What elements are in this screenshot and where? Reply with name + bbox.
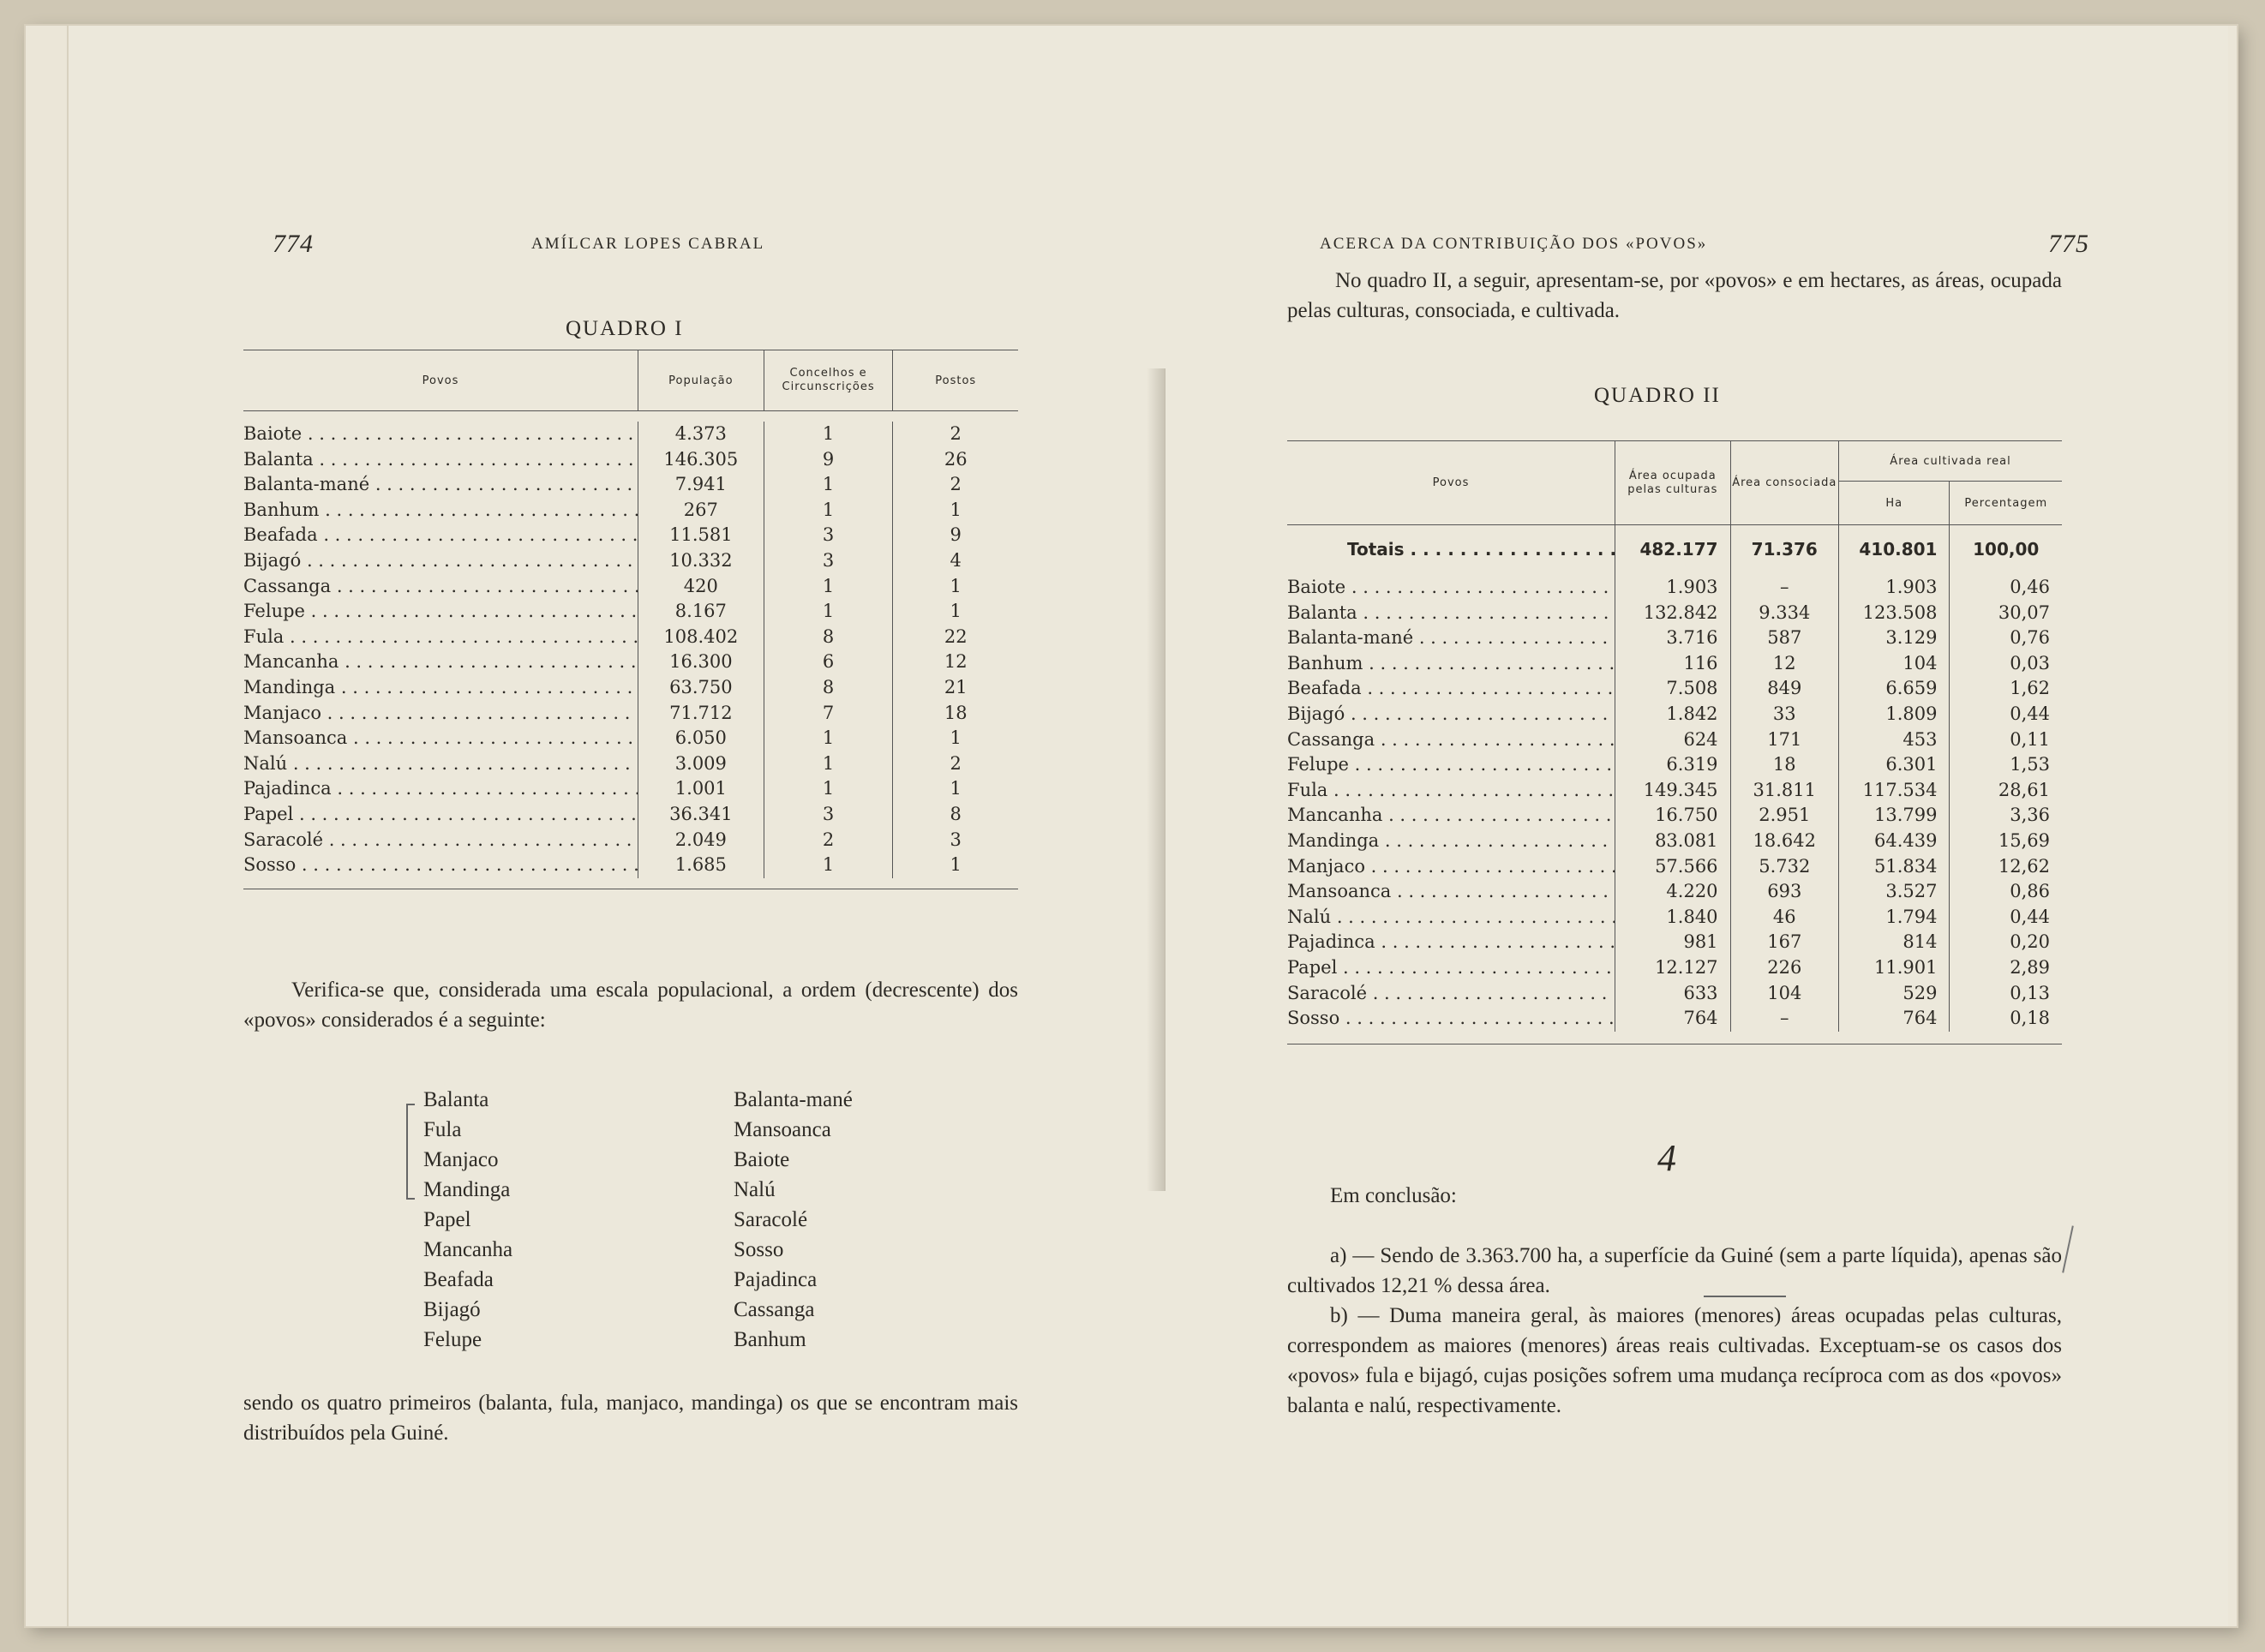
order-list-item: Cassanga [734,1298,815,1321]
row-concelhos: 1 [822,601,835,622]
row-povo: Baiote [1287,577,1346,597]
row-ha: 764 [1902,1008,1938,1029]
totals-label: Totais [1347,539,1405,560]
row-area-ocupada: 1.840 [1666,906,1718,927]
row-povo: Pajadinca [1287,931,1375,953]
conclusion-point-a: a) — Sendo de 3.363.700 ha, a superfície da Guiné (sem a parte líquida), apenas são cultivados 12,21 % dessa área. [1287,1244,2062,1297]
row-area-consociada: 12 [1772,652,1796,673]
quadro-1-row [243,574,1018,600]
paragraph-distribuidos: sendo os quatro primeiros (balanta, fula, manjaco, mandinga) os que se encontram mais distribuídos pela Guiné. [243,1392,1018,1445]
quadro-1-row [243,472,1018,498]
row-percentagem: 12,62 [1998,855,2050,877]
row-populacao: 10.332 [669,549,733,571]
row-populacao: 2.049 [674,829,727,850]
quadro-2-row [1287,752,2062,778]
quadro-1-row [243,726,1018,751]
right-page [1165,26,2228,1626]
quadro-1-row [243,422,1018,447]
row-povo: Pajadinca [243,778,332,799]
row-povo: Mandinga [243,676,336,697]
row-area-ocupada: 1.842 [1666,703,1718,724]
row-postos: 1 [950,778,962,799]
row-populacao: 1.685 [674,854,727,876]
totals-row [1287,525,2062,576]
row-ha: 3.129 [1885,627,1938,649]
row-postos: 3 [950,829,962,850]
row-povo: Nalú [243,752,288,774]
header-postos: Postos [893,350,1018,411]
header-povos: Povos [243,350,638,411]
row-concelhos: 9 [822,448,835,470]
order-column-2 [734,1085,853,1355]
row-concelhos: 1 [822,854,835,876]
quadro-2-row [1287,955,2062,981]
row-povo: Manjaco [1287,855,1365,877]
row-povo: Mancanha [1287,805,1383,826]
row-percentagem: 0,13 [2010,982,2050,1003]
row-povo: Banhum [1287,652,1363,673]
row-postos: 1 [950,727,962,749]
row-area-ocupada: 83.081 [1655,829,1718,851]
paragraph-ordem: Verifica-se que, considerada uma escala populacional, a ordem (decrescente) dos «povos» considerados é a seguinte: [243,979,1018,1032]
header-povos-2: Povos [1287,441,1615,525]
row-povo: Felupe [1287,754,1349,775]
row-percentagem: 0,44 [2010,703,2050,724]
header-area-real: Área cultivada real [1839,441,2063,482]
right-running-head: ACERCA DA CONTRIBUIÇÃO DOS «POVOS» [1320,235,1708,253]
quadro-2-row [1287,651,2062,677]
row-povo: Sosso [243,854,297,876]
order-list-item: Papel [423,1208,471,1231]
row-area-consociada: 104 [1767,982,1802,1003]
row-populacao: 108.402 [663,625,739,647]
quadro-2-title: QUADRO II [1594,384,1721,407]
row-populacao: 7.941 [674,474,727,495]
quadro-1-header-row [243,350,1018,411]
row-povo: Fula [1287,779,1328,800]
row-povo: Cassanga [1287,728,1375,750]
row-populacao: 16.300 [669,651,733,673]
order-list-item: Mandinga [423,1178,511,1201]
quadro-2-row [1287,803,2062,829]
row-area-consociada: – [1780,577,1789,597]
row-postos: 1 [950,575,962,596]
row-ha: 453 [1902,728,1938,750]
row-concelhos: 7 [822,702,835,723]
row-percentagem: 0,44 [2010,906,2050,927]
order-list-item: Bijagó [423,1298,481,1321]
row-area-consociada: 167 [1767,931,1802,953]
row-povo: Beafada [1287,678,1362,699]
order-list-item: Mansoanca [734,1118,831,1141]
row-povo: Felupe [243,601,305,622]
row-percentagem: 1,53 [2010,754,2050,775]
row-concelhos: 1 [822,778,835,799]
row-populacao: 11.581 [669,524,733,546]
row-ha: 814 [1902,931,1938,953]
row-area-ocupada: 6.319 [1666,754,1718,775]
row-postos: 2 [950,423,962,444]
row-povo: Balanta [1287,602,1357,623]
quadro-1-row [243,523,1018,548]
row-concelhos: 1 [822,752,835,774]
row-populacao: 420 [683,575,718,596]
row-area-consociada: 5.732 [1759,855,1811,877]
row-ha: 13.799 [1873,805,1938,826]
total-ocupada: 482.177 [1615,525,1731,576]
row-concelhos: 3 [822,549,835,571]
row-postos: 21 [944,676,968,697]
quadro-2-row [1287,575,2062,601]
row-populacao: 8.167 [674,601,727,622]
row-percentagem: 0,76 [2010,627,2050,649]
row-povo: Mansoanca [243,727,348,749]
row-area-consociada: 46 [1772,906,1796,927]
row-povo: Nalú [1287,906,1332,927]
row-postos: 1 [950,854,962,876]
row-area-ocupada: 624 [1683,728,1718,750]
quadro-2-row [1287,702,2062,727]
row-concelhos: 8 [822,625,835,647]
row-ha: 1.903 [1885,577,1938,597]
row-populacao: 36.341 [669,803,733,824]
row-populacao: 63.750 [669,676,733,697]
row-povo: Manjaco [243,702,321,723]
order-list-item: Manjaco [423,1148,499,1171]
order-list-item: Felupe [423,1328,482,1351]
intro-paragraph: No quadro II, a seguir, apresentam-se, por «povos» e em hectares, as áreas, ocupada pelas culturas, consociada, e cultivada. [1287,269,2062,322]
row-ha: 64.439 [1873,829,1938,851]
row-area-consociada: 693 [1767,881,1802,902]
row-area-consociada: 18.642 [1753,829,1817,851]
left-running-head: AMÍLCAR LOPES CABRAL [531,235,765,253]
quadro-2-row [1287,676,2062,702]
row-populacao: 3.009 [674,752,727,774]
row-postos: 9 [950,524,962,546]
row-area-ocupada: 16.750 [1655,805,1718,826]
row-populacao: 267 [683,499,718,520]
row-area-consociada: 849 [1767,678,1802,699]
row-ha: 529 [1902,982,1938,1003]
row-concelhos: 1 [822,499,835,520]
row-povo: Balanta [243,448,314,470]
quadro-1-row [243,625,1018,650]
quadro-1-row [243,498,1018,524]
order-list-item: Mancanha [423,1238,513,1261]
header-area-consociada: Área consociada [1730,441,1838,525]
row-povo: Bijagó [243,549,302,571]
order-list-item: Sosso [734,1238,784,1261]
quadro-2-row [1287,829,2062,854]
order-list-item: Banhum [734,1328,806,1351]
row-postos: 2 [950,474,962,495]
row-ha: 104 [1902,652,1938,673]
row-percentagem: 1,62 [2010,678,2050,699]
quadro-1-row [243,776,1018,802]
row-area-consociada: 171 [1767,728,1802,750]
pen-underline-mark [1704,1296,1786,1297]
order-list-item: Balanta-mané [734,1088,853,1111]
quadro-1-table [243,350,1018,889]
quadro-1-row [243,548,1018,574]
row-povo: Balanta-mané [1287,627,1414,649]
row-percentagem: 0,86 [2010,881,2050,902]
row-concelhos: 1 [822,575,835,596]
row-percentagem: 0,46 [2010,577,2050,597]
row-area-ocupada: 764 [1683,1008,1718,1029]
quadro-2-row [1287,905,2062,931]
header-concelhos: Concelhos e Circunscrições [764,350,893,411]
row-postos: 22 [944,625,968,647]
book-spread [26,26,2237,1626]
quadro-1-row [243,675,1018,701]
quadro-2-row [1287,1006,2062,1032]
left-page-number: 774 [273,230,314,258]
row-populacao: 6.050 [674,727,727,749]
row-postos: 26 [944,448,968,470]
row-povo: Saracolé [1287,982,1368,1003]
row-area-ocupada: 57.566 [1655,855,1718,877]
row-percentagem: 0,20 [2010,931,2050,953]
quadro-1-title: QUADRO I [566,317,684,340]
quadro-2-row [1287,778,2062,804]
quadro-1-row [243,599,1018,625]
row-povo: Balanta-mané [243,474,370,495]
row-populacao: 71.712 [669,702,733,723]
quadro-2-row [1287,625,2062,651]
order-column-1 [423,1085,512,1355]
order-list-item: Fula [423,1118,462,1141]
quadro-2-row [1287,981,2062,1007]
total-ha: 410.801 [1839,525,1950,576]
row-area-ocupada: 4.220 [1666,881,1718,902]
quadro-2-row [1287,727,2062,753]
row-area-consociada: 31.811 [1753,779,1817,800]
row-ha: 117.534 [1862,779,1938,800]
row-area-consociada: 226 [1767,956,1802,978]
row-percentagem: 30,07 [1998,602,2050,623]
quadro-2-row [1287,854,2062,880]
row-area-ocupada: 116 [1683,652,1718,673]
row-area-ocupada: 1.903 [1666,577,1718,597]
row-povo: Cassanga [243,575,332,596]
row-percentagem: 28,61 [1998,779,2050,800]
right-page-number: 775 [2048,230,2089,258]
quadro-1-row [243,701,1018,727]
row-area-consociada: – [1780,1008,1789,1029]
quadro-1-row [243,649,1018,675]
quadro-2-row [1287,930,2062,955]
row-concelhos: 1 [822,727,835,749]
row-povo: Sosso [1287,1008,1340,1029]
row-concelhos: 3 [822,524,835,546]
header-area-ocupada: Área ocupada pelas culturas [1615,441,1731,525]
row-concelhos: 2 [822,829,835,850]
order-list-item: Baiote [734,1148,790,1171]
row-percentagem: 3,36 [2010,805,2050,826]
row-ha: 11.901 [1873,956,1938,978]
row-area-consociada: 33 [1772,703,1796,724]
quadro-2-table [1287,440,2062,1044]
row-postos: 18 [944,702,968,723]
row-concelhos: 1 [822,423,835,444]
row-povo: Mansoanca [1287,881,1392,902]
row-populacao: 4.373 [674,423,727,444]
row-ha: 1.809 [1885,703,1938,724]
row-concelhos: 1 [822,474,835,495]
quadro-1-row [243,828,1018,853]
row-percentagem: 2,89 [2010,956,2050,978]
quadro-2-row [1287,601,2062,626]
row-populacao: 1.001 [674,778,727,799]
total-pct: 100,00 [1950,525,2062,576]
row-povo: Saracolé [243,829,324,850]
row-postos: 1 [950,601,962,622]
row-area-consociada: 9.334 [1759,602,1811,623]
conclusion-point-b: b) — Duma maneira geral, às maiores (menores) áreas ocupadas pelas culturas, correspondem as maiores (menores) áreas reais cultivadas. Exceptuam-se os casos dos «povos» fula e bijagó, cujas posições sofrem uma mudança recíproca com as dos «povos» balanta e nalú, respectivamente. [1287,1304,2062,1417]
row-concelhos: 8 [822,676,835,697]
row-povo: Mandinga [1287,829,1380,851]
order-list-item: Pajadinca [734,1268,818,1291]
row-concelhos: 3 [822,803,835,824]
row-ha: 6.301 [1885,754,1938,775]
left-page [67,26,1165,1626]
row-povo: Papel [243,803,294,824]
row-area-ocupada: 132.842 [1643,602,1718,623]
row-area-ocupada: 149.345 [1643,779,1718,800]
total-consociada: 71.376 [1730,525,1838,576]
row-area-ocupada: 7.508 [1666,678,1718,699]
quadro-1-row [243,802,1018,828]
row-ha: 123.508 [1862,602,1938,623]
row-ha: 6.659 [1885,678,1938,699]
row-percentagem: 0,18 [2010,1008,2050,1029]
row-area-consociada: 587 [1767,627,1802,649]
order-list-item: Beafada [423,1268,494,1291]
row-area-consociada: 18 [1772,754,1796,775]
quadro-1-row [243,853,1018,878]
row-ha: 51.834 [1873,855,1938,877]
pen-bracket-mark [406,1104,415,1200]
row-area-consociada: 2.951 [1759,805,1811,826]
row-concelhos: 6 [822,651,835,673]
row-povo: Mancanha [243,651,339,673]
row-povo: Bijagó [1287,703,1345,724]
row-povo: Fula [243,625,285,647]
header-ha: Ha [1839,482,1950,525]
row-percentagem: 0,11 [2010,728,2050,750]
row-postos: 4 [950,549,962,571]
row-area-ocupada: 981 [1683,931,1718,953]
order-list-item: Nalú [734,1178,776,1201]
row-percentagem: 0,03 [2010,652,2050,673]
conclusion-heading: Em conclusão: [1330,1184,1457,1207]
quadro-1-row [243,751,1018,777]
quadro-1-row [243,447,1018,473]
pen-margin-mark [2062,1225,2074,1272]
row-postos: 1 [950,499,962,520]
row-percentagem: 15,69 [1998,829,2050,851]
row-povo: Beafada [243,524,318,546]
row-povo: Banhum [243,499,320,520]
section-number: 4 [1657,1137,1676,1179]
row-ha: 1.794 [1885,906,1938,927]
order-list-item: Saracolé [734,1208,808,1231]
row-ha: 3.527 [1885,881,1938,902]
row-populacao: 146.305 [663,448,739,470]
row-postos: 12 [944,651,968,673]
order-list-item: Balanta [423,1088,489,1111]
row-povo: Papel [1287,956,1338,978]
row-postos: 8 [950,803,962,824]
header-populacao: População [638,350,764,411]
row-area-ocupada: 12.127 [1655,956,1718,978]
row-area-ocupada: 3.716 [1666,627,1718,649]
quadro-2-row [1287,879,2062,905]
header-percentagem: Percentagem [1950,482,2062,525]
row-povo: Baiote [243,423,303,444]
row-area-ocupada: 633 [1683,982,1718,1003]
row-postos: 2 [950,752,962,774]
